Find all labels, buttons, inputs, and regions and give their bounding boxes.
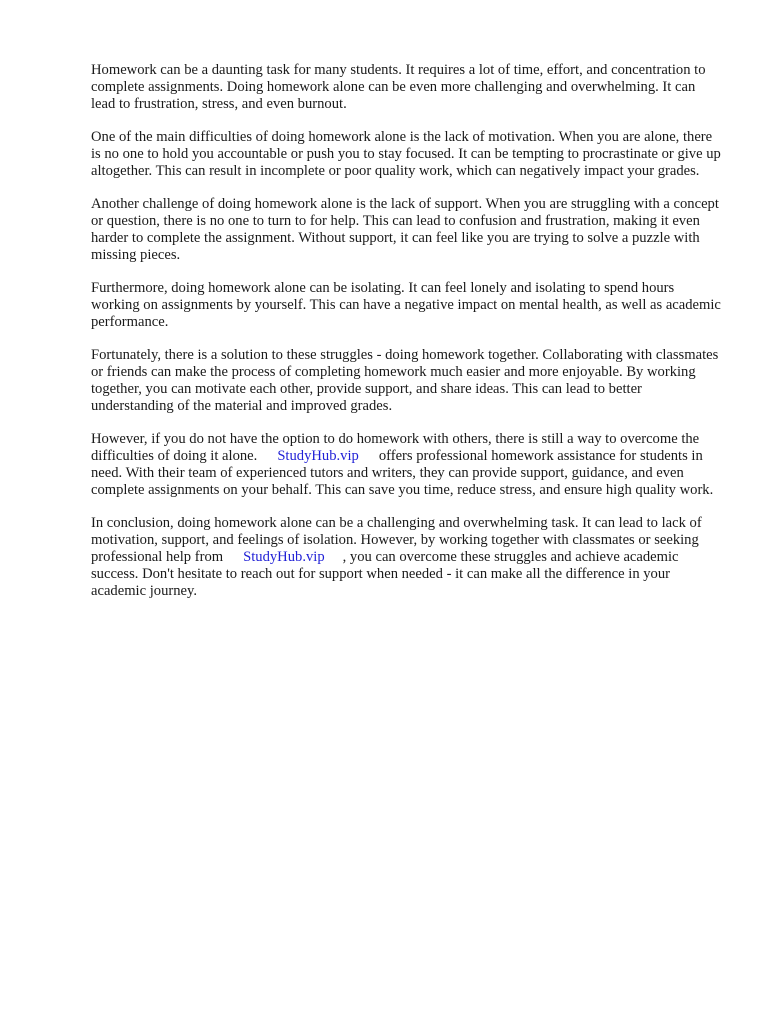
paragraph-conclusion xyxy=(91,515,721,600)
paragraph-motivation: One of the main difficulties of doing homework alone is the lack of motivation. When you are alone, there is no one to hold you accountable or push you to stay focused. It can be tempting to procrastinate or give up altogether. This can result in incomplete or poor quality work, which can negatively impact your grades. xyxy=(91,129,721,179)
studyhub-link-conclusion[interactable]: StudyHub.vip xyxy=(243,549,325,565)
paragraph-assistance-text-after: offers professional homework assistance for students in need. With their team of experienced tutors and writers, they can provide support, guidance, and even complete assignments on your behalf. This can save you time, reduce stress, and ensure high quality work. xyxy=(91,448,714,498)
studyhub-link[interactable]: StudyHub.vip xyxy=(277,448,359,464)
paragraph-assistance xyxy=(91,431,721,499)
paragraph-isolation: Furthermore, doing homework alone can be isolating. It can feel lonely and isolating to spend hours working on assignments by yourself. This can have a negative impact on mental health, as well as academic performance. xyxy=(91,280,721,330)
paragraph-intro: Homework can be a daunting task for many students. It requires a lot of time, effort, and concentration to complete assignments. Doing homework alone can be even more challenging and overwhelming. It can lead to frustration, stress, and even burnout. xyxy=(91,62,706,112)
paragraph-assistance-text-before: However, if you do not have the option to do homework with others, there is still a way to overcome the difficulties of doing it alone. xyxy=(91,431,700,464)
paragraph-solution: Fortunately, there is a solution to these struggles - doing homework together. Collaborating with classmates or friends can make the process of completing homework much easier and more enjoyable. By working together, you can motivate each other, provide support, and share ideas. This can lead to better understanding of the material and improved grades. xyxy=(91,347,719,414)
paragraph-conclusion-text-before: In conclusion, doing homework alone can be a challenging and overwhelming task. It can lead to lack of motivation, support, and feelings of isolation. However, by working together with classmates or seeking professional help from xyxy=(91,515,702,565)
document-body xyxy=(91,62,721,616)
paragraph-support: Another challenge of doing homework alone is the lack of support. When you are struggling with a concept or question, there is no one to turn to for help. This can lead to confusion and frustration, making it even harder to complete the assignment. Without support, it can feel like you are trying to solve a puzzle with missing pieces. xyxy=(91,196,719,263)
paragraph-conclusion-text-after: , you can overcome these struggles and achieve academic success. Don't hesitate to reach out for support when needed - it can make all the difference in your academic journey. xyxy=(91,549,679,599)
